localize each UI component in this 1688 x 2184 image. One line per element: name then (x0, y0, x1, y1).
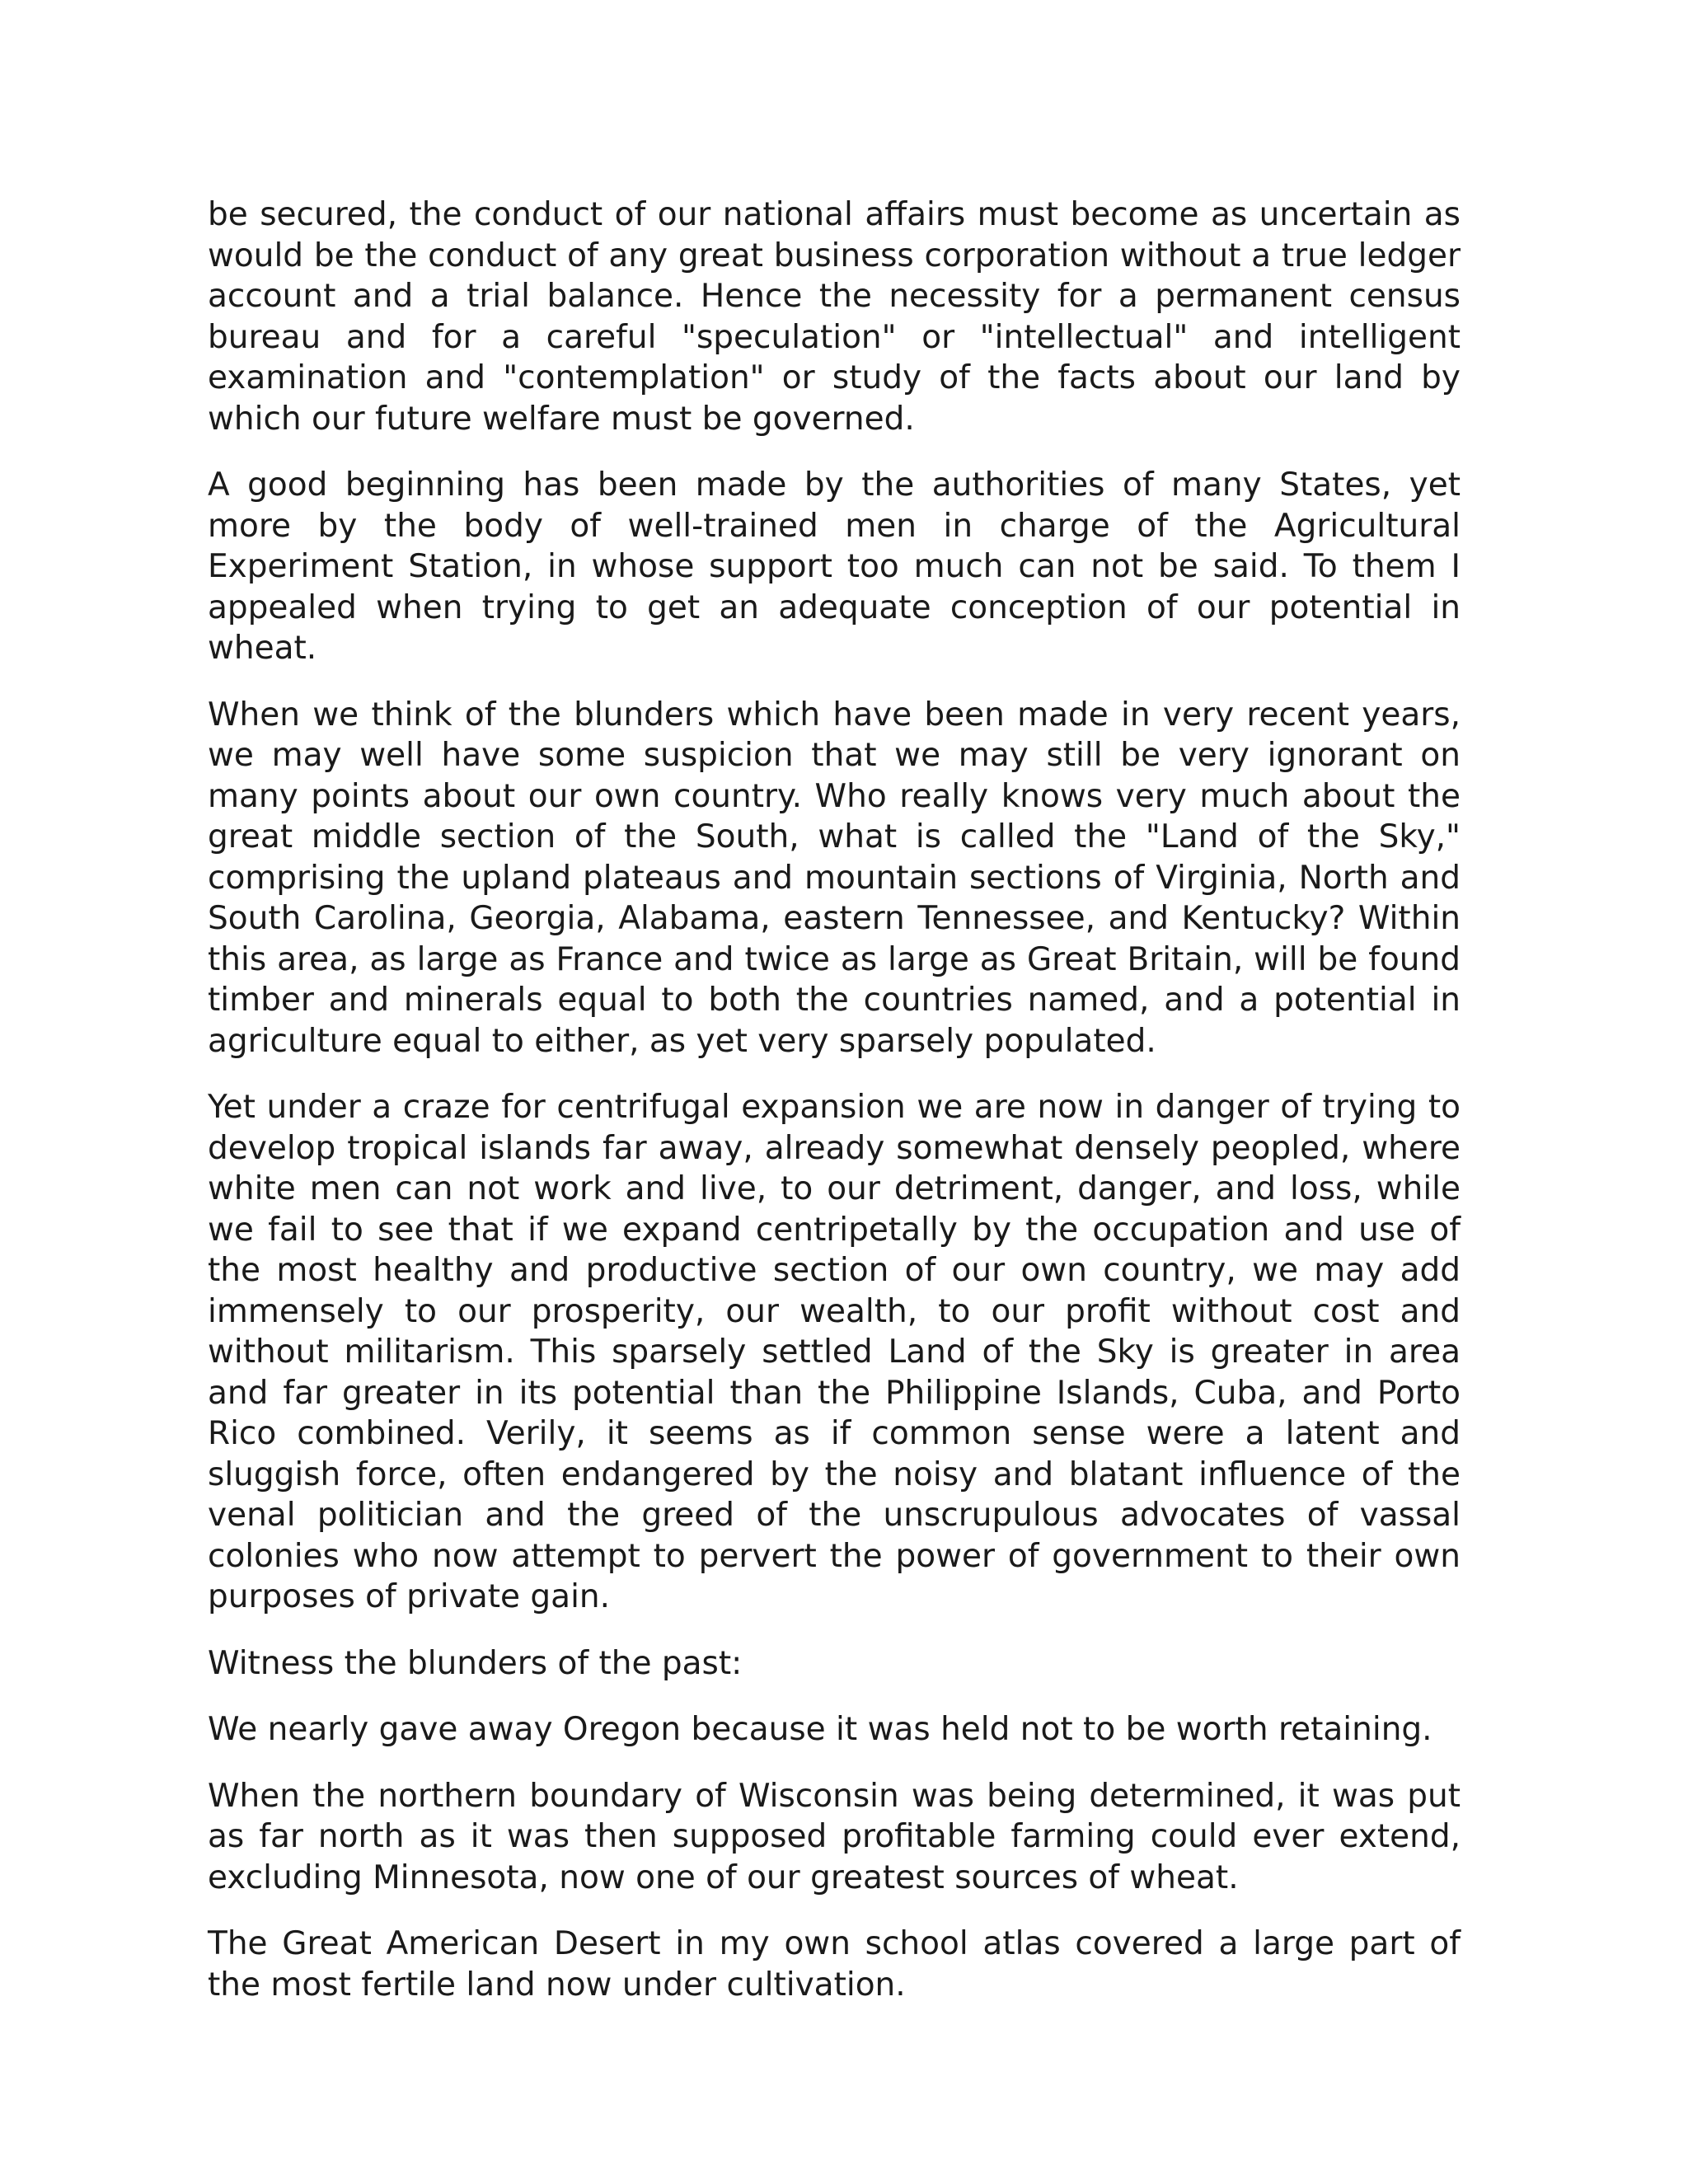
paragraph-land-of-the-sky: When we think of the blunders which have been made in very recent years, we may well have some suspicion that we may still be very ignorant on many points about our own country. Who really knows very much about the great middle section of the South, what is called the "Land of the Sky," comprising the upland plateaus and mountain sections of Virginia, North and South Carolina, Georgia, Alabama, eastern Tennessee, and Kentucky? Within this area, as large as France and twice as large as Great Britain, will be found timber and minerals equal to both the countries named, and a potential in agriculture equal to either, as yet very sparsely populated. (208, 696, 1461, 1060)
paragraph-wisconsin-boundary: When the northern boundary of Wisconsin was being determined, it was put as far north as it was then supposed profitable farming could ever extend, excluding Minnesota, now one of our greatest sources of wheat. (208, 1777, 1461, 1896)
document-page (208, 194, 1461, 2031)
paragraph-experiment-station: A good beginning has been made by the authorities of many States, yet more by the body of well-trained men in charge of the Agricultural Experiment Station, in whose support too much can not be said. To them I appealed when trying to get an adequate conception of our potential in wheat. (208, 466, 1461, 667)
paragraph-census: be secured, the conduct of our national affairs must become as uncertain as would be the conduct of any great business corporation without a true ledger account and a trial balance. Hence the necessity for a permanent census bureau and for a careful "speculation" or "intellectual" and intelligent examination and "contemplation" or study of the facts about our land by which our future welfare must be governed. (208, 196, 1461, 438)
paragraph-great-american-desert: The Great American Desert in my own school atlas covered a large part of the most fertile land now under cultivation. (208, 1925, 1461, 2004)
paragraph-oregon: We nearly gave away Oregon because it was held not to be worth retaining. (208, 1711, 1432, 1748)
paragraph-witness-blunders: Witness the blunders of the past: (208, 1644, 743, 1682)
paragraph-centrifugal-expansion: Yet under a craze for centrifugal expansion we are now in danger of trying to develop tropical islands far away, already somewhat densely peopled, where white men can not work and live, to our detriment, danger, and loss, while we fail to see that if we expand centripetally by the occupation and use of the most healthy and productive section of our own country, we may add immensely to our prosperity, our wealth, to our profit without cost and without militarism. This sparsely settled Land of the Sky is greater in area and far greater in its potential than the Philippine Islands, Cuba, and Porto Rico combined. Verily, it seems as if common sense were a latent and sluggish force, often endangered by the noisy and blatant influence of the venal politician and the greed of the unscrupulous advocates of vassal colonies who now attempt to pervert the power of government to their own purposes of private gain. (208, 1089, 1461, 1615)
